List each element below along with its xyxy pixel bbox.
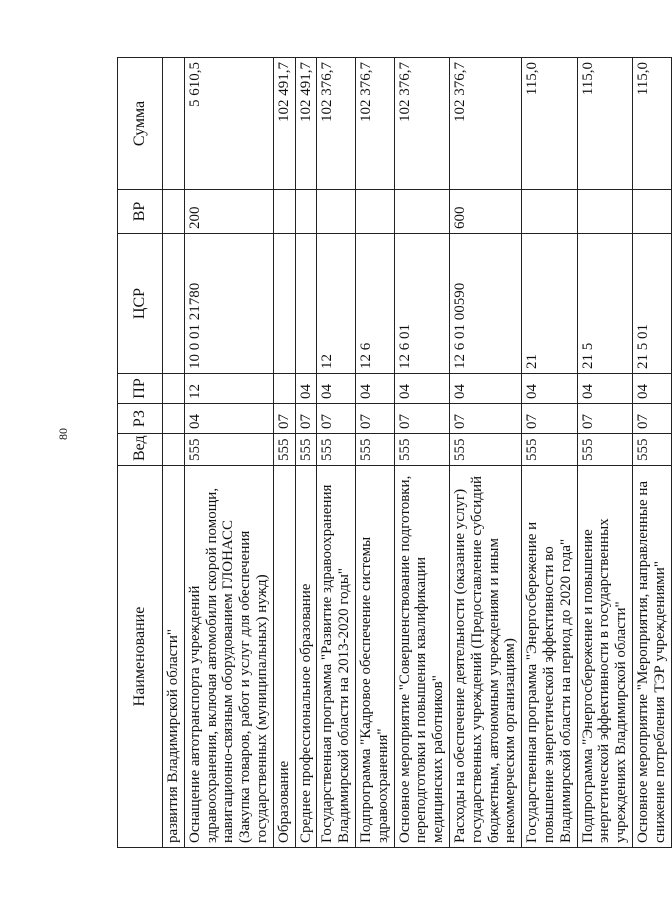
cell-pr: 04 — [355, 374, 394, 404]
cell-pr: 04 — [394, 374, 449, 404]
cell-ved: 555 — [273, 434, 295, 466]
cell-sum — [163, 58, 185, 190]
rotated-page-content — [117, 58, 668, 848]
cell-csr: 12 6 01 — [394, 234, 449, 374]
cell-pr: 04 — [522, 374, 577, 404]
cell-ved: 555 — [577, 434, 632, 466]
table-row — [184, 58, 273, 848]
cell-vr: 600 — [449, 190, 521, 234]
cell-vr — [295, 190, 317, 234]
cell-ved — [163, 434, 185, 466]
cell-sum: 102 376,7 — [317, 58, 356, 190]
cell-sum: 102 376,7 — [449, 58, 521, 190]
cell-rz — [163, 404, 185, 434]
cell-ved: 555 — [295, 434, 317, 466]
cell-rz: 07 — [273, 404, 295, 434]
table-row — [295, 58, 317, 848]
header-pr: ПР — [118, 374, 163, 404]
page-number: 80 — [56, 428, 70, 440]
cell-rz: 07 — [394, 404, 449, 434]
cell-name: Оснащение автотранспорта учреждений здравоохранения, включая автомобили скорой помощи, навигационно-связным оборудованием ГЛОНАСС (Закупка товаров, работ и услуг для обеспечения государственных (муниципальных) нужд) — [184, 466, 273, 848]
cell-ved: 555 — [317, 434, 356, 466]
cell-csr: 12 6 01 00590 — [449, 234, 521, 374]
cell-sum: 102 376,7 — [394, 58, 449, 190]
cell-vr: 200 — [184, 190, 273, 234]
cell-rz: 04 — [184, 404, 273, 434]
cell-rz: 07 — [355, 404, 394, 434]
cell-pr — [163, 374, 185, 404]
cell-csr — [295, 234, 317, 374]
cell-pr: 12 — [184, 374, 273, 404]
cell-vr — [163, 190, 185, 234]
cell-csr: 12 6 — [355, 234, 394, 374]
header-rz: РЗ — [118, 404, 163, 434]
cell-name: Государственная программа "Развитие здравоохранения Владимирской области на 2013-2020 годы" — [317, 466, 356, 848]
cell-ved: 555 — [632, 434, 671, 466]
cell-pr: 04 — [449, 374, 521, 404]
cell-ved: 555 — [394, 434, 449, 466]
table-row — [394, 58, 449, 848]
cell-name: Государственная программа "Энергосбережение и повышение энергетической эффективности во Владимирской области на период до 2020 года" — [522, 466, 577, 848]
cell-pr: 04 — [632, 374, 671, 404]
table-row — [355, 58, 394, 848]
cell-rz: 07 — [632, 404, 671, 434]
cell-sum: 115,0 — [522, 58, 577, 190]
table-header-row — [118, 58, 163, 848]
cell-ved: 555 — [522, 434, 577, 466]
cell-sum: 115,0 — [577, 58, 632, 190]
header-csr: ЦСР — [118, 234, 163, 374]
cell-ved: 555 — [449, 434, 521, 466]
cell-name: Образование — [273, 466, 295, 848]
cell-csr: 10 0 01 21780 — [184, 234, 273, 374]
table-row — [273, 58, 295, 848]
cell-name: Основное мероприятие "Мероприятия, направленные на снижение потребления ТЭР учреждениями" — [632, 466, 671, 848]
cell-name: развития Владимирской области" — [163, 466, 185, 848]
cell-pr: 04 — [317, 374, 356, 404]
cell-sum: 102 376,7 — [355, 58, 394, 190]
table-row — [163, 58, 185, 848]
cell-name: Основное мероприятие "Совершенствование подготовки, переподготовки и повышения квалификации медицинских работников" — [394, 466, 449, 848]
header-vr: ВР — [118, 190, 163, 234]
cell-vr — [394, 190, 449, 234]
cell-vr — [355, 190, 394, 234]
header-sum: Сумма — [118, 58, 163, 190]
cell-pr: 04 — [295, 374, 317, 404]
cell-csr: 21 5 — [577, 234, 632, 374]
cell-vr — [317, 190, 356, 234]
cell-csr: 21 5 01 — [632, 234, 671, 374]
cell-name: Подпрограмма "Кадровое обеспечение системы здравоохранения" — [355, 466, 394, 848]
cell-pr — [273, 374, 295, 404]
cell-ved: 555 — [184, 434, 273, 466]
cell-name: Подпрограмма "Энергосбережение и повышение энергетической эффективности в государственных учреждениях Владимирской области" — [577, 466, 632, 848]
cell-rz: 07 — [577, 404, 632, 434]
cell-sum: 102 491,7 — [295, 58, 317, 190]
table-row — [522, 58, 577, 848]
cell-rz: 07 — [522, 404, 577, 434]
table-row — [449, 58, 521, 848]
cell-pr: 04 — [577, 374, 632, 404]
table-row — [317, 58, 356, 848]
cell-name: Среднее профессиональное образование — [295, 466, 317, 848]
cell-sum: 102 491,7 — [273, 58, 295, 190]
cell-vr — [273, 190, 295, 234]
cell-rz: 07 — [295, 404, 317, 434]
table-row — [632, 58, 671, 848]
cell-vr — [577, 190, 632, 234]
cell-rz: 07 — [317, 404, 356, 434]
header-name: Наименование — [118, 466, 163, 848]
cell-csr — [163, 234, 185, 374]
cell-vr — [522, 190, 577, 234]
cell-csr: 12 — [317, 234, 356, 374]
cell-sum: 115,0 — [632, 58, 671, 190]
budget-table — [117, 57, 672, 848]
cell-ved: 555 — [355, 434, 394, 466]
cell-sum: 5 610,5 — [184, 58, 273, 190]
header-ved: Вед — [118, 434, 163, 466]
cell-rz: 07 — [449, 404, 521, 434]
table-row — [577, 58, 632, 848]
cell-csr — [273, 234, 295, 374]
cell-csr: 21 — [522, 234, 577, 374]
cell-name: Расходы на обеспечение деятельности (оказание услуг) государственных учреждений (Предоставление субсидий бюджетным, автономным учреждениям и иным некоммерческим организациям) — [449, 466, 521, 848]
cell-vr — [632, 190, 671, 234]
